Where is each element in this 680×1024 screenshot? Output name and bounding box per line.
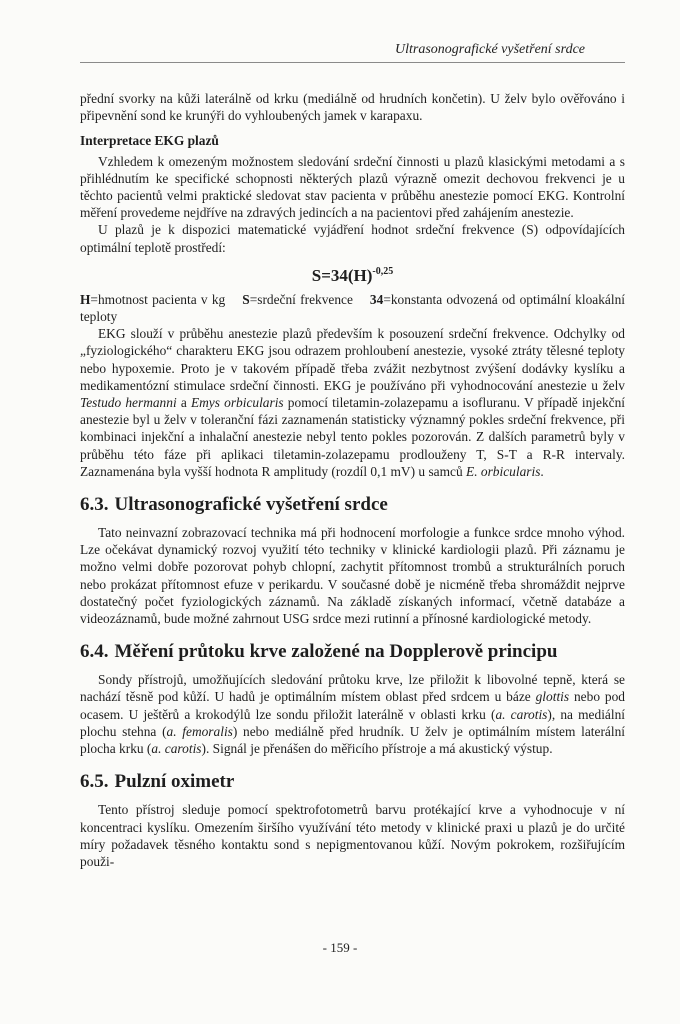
heart-rate-formula [80, 261, 625, 287]
section-6-5-paragraph: Tento přístroj sleduje pomocí spektrofotometrů barvu protékající krve a vyhodnocuje v ní koncentraci kyslíku. Omezením širšího využívání této metody v klinické praxi u plazů je do určité míry požadavek těsného kontaktu sond s nepigmentovanou kůží. Novým pokrokem, rozšiřujícím použi- [80, 802, 625, 869]
species-name: Testudo hermanni [80, 395, 177, 411]
legend-k-symbol: 34 [369, 291, 384, 307]
formula-base: S=34(H) [311, 265, 373, 285]
text-run: EKG slouží v průběhu anestezie plazů především k posouzení srdeční frekvence. Odchylky od „fyziologického“ charakteru EKG jsou odrazem prohloubení anestezie, vysoké ztráty tělesné teploty nebo hypoxemie. Proto je v takovém případě třeba zvážit nezbytnost zvýšení dodávky kyslíku a medikamentózní stimulace srdeční činnosti. EKG je používáno při vyhodnocování anestezie u želv [80, 326, 625, 393]
section-heading-6-5 [80, 771, 625, 793]
text-run: Sondy přístrojů, umožňujících sledování průtoku krve, lze přiložit k libovolné tepně, která se nachází těsně pod kůží. U hadů je optimálním místem oblast před srdcem u báze [80, 672, 625, 705]
text-run: a [176, 395, 191, 411]
ekg-paragraph-2: U plazů je k dispozici matematické vyjádření hodnot srdeční frekvence (S) odpovídajících optimální teplotě prostředí: [80, 222, 625, 255]
text-run: nebo pod ocasem. U ještěrů a krokodýlů lze sondu přiložit laterálně v oblasti krku ( [80, 689, 625, 722]
section-title: Pulzní oximetr [114, 771, 235, 793]
section-heading-6-3 [80, 494, 625, 516]
anatomical-term: a. carotis [151, 741, 202, 757]
page-number: - 159 - [322, 940, 358, 955]
header-rule [80, 62, 625, 63]
formula-exponent: -0,25 [372, 265, 394, 277]
ekg-paragraph-3 [80, 325, 625, 480]
legend-h-text: =hmotnost pacienta v kg [90, 291, 226, 307]
species-name: Emys orbicularis [190, 395, 284, 411]
legend-s-text: =srdeční frekvence [249, 291, 353, 307]
text-run: ), na mediální plochu stehna ( [80, 706, 626, 739]
subheading-ekg: Interpretace EKG plazů [80, 133, 219, 149]
section-heading-6-4 [80, 641, 625, 663]
legend-h-symbol: H [80, 291, 91, 307]
species-name: E. orbicularis [466, 463, 541, 479]
intro-paragraph: přední svorky na kůži laterálně od krku (mediálně od hrudních končetin). U želv bylo ověřováno i připevnění sond ke krunýři do vyhloubených jamek v karapaxu. [80, 91, 625, 124]
page-body [80, 90, 625, 870]
text-run: ). Signál je přenášen do měřicího přístroje a má akustický výstup. [201, 741, 553, 757]
anatomical-term: a. carotis [495, 706, 548, 722]
section-6-4-paragraph [80, 671, 625, 757]
formula-legend [80, 291, 625, 325]
section-number: 6.4. [80, 641, 109, 663]
text-run: pomocí tiletamin-zolazepamu a isofluranu. V případě injekční anestezie byl u želv v toleranční fázi zaznamenán statisticky významný pokles srdeční frekvence, při kombinaci injekční a inhalační anestezie nebyl tento pokles pozorován. Z dalších parametrů byly v průběhu této fáze při aplikaci tiletamin-zolazepamu prodlouženy T, S-T a R-R intervaly. Zaznamenána byla vyšší hodnota R amplitudy (rozdíl 0,1 mV) u samců [80, 395, 626, 479]
section-number: 6.5. [80, 771, 109, 793]
section-6-3-paragraph: Tato neinvazní zobrazovací technika má při hodnocení morfologie a funkce srdce mnoho výhod. Lze očekávat dynamický rozvoj využití této techniky v klinické kardiologii plazů. Při záznamu je možno velmi dobře pozorovat pohyb chlopní, zachytit přítomnost trombů a strukturálních poruch nebo prokázat přítomnost efuze v perikardu. V současné době je nicméně třeba shromáždit nejprve dostatečný počet fyziologických záznamů. Na základě získaných informací, včetně databáze a videozáznamů, bude možné zahrnout USG srdce mezi rutinní a přínosné kardiologické metody. [80, 525, 625, 627]
ekg-paragraph-1: Vzhledem k omezeným možnostem sledování srdeční činnosti u plazů klasickými metodami a s přihlédnutím ke specifické schopnosti některých plazů výrazně omezit dechovou frekvenci je u těchto pacientů velmi praktické sledovat stav pacienta v průběhu anestezie pomocí EKG. Kontrolní měření provedeme nejdříve na zdravých jedincích a na pacientovi před zahájením anestezie. [80, 153, 625, 221]
text-run: ) nebo mediálně před hrudník. U želv je optimálním místem laterální plocha krku ( [80, 723, 625, 757]
anatomical-term: a. femoralis [166, 723, 233, 739]
section-number: 6.3. [80, 494, 109, 516]
anatomical-term: glottis [535, 689, 570, 705]
section-title: Ultrasonografické vyšetření srdce [114, 494, 388, 516]
legend-k-text: =konstanta odvozená od optimální kloakální teploty [80, 291, 626, 325]
running-header: Ultrasonografické vyšetření srdce [395, 42, 585, 57]
text-run: . [540, 463, 544, 479]
section-title: Měření průtoku krve založené na Dopplerově principu [114, 641, 558, 663]
legend-s-symbol: S [242, 291, 250, 307]
